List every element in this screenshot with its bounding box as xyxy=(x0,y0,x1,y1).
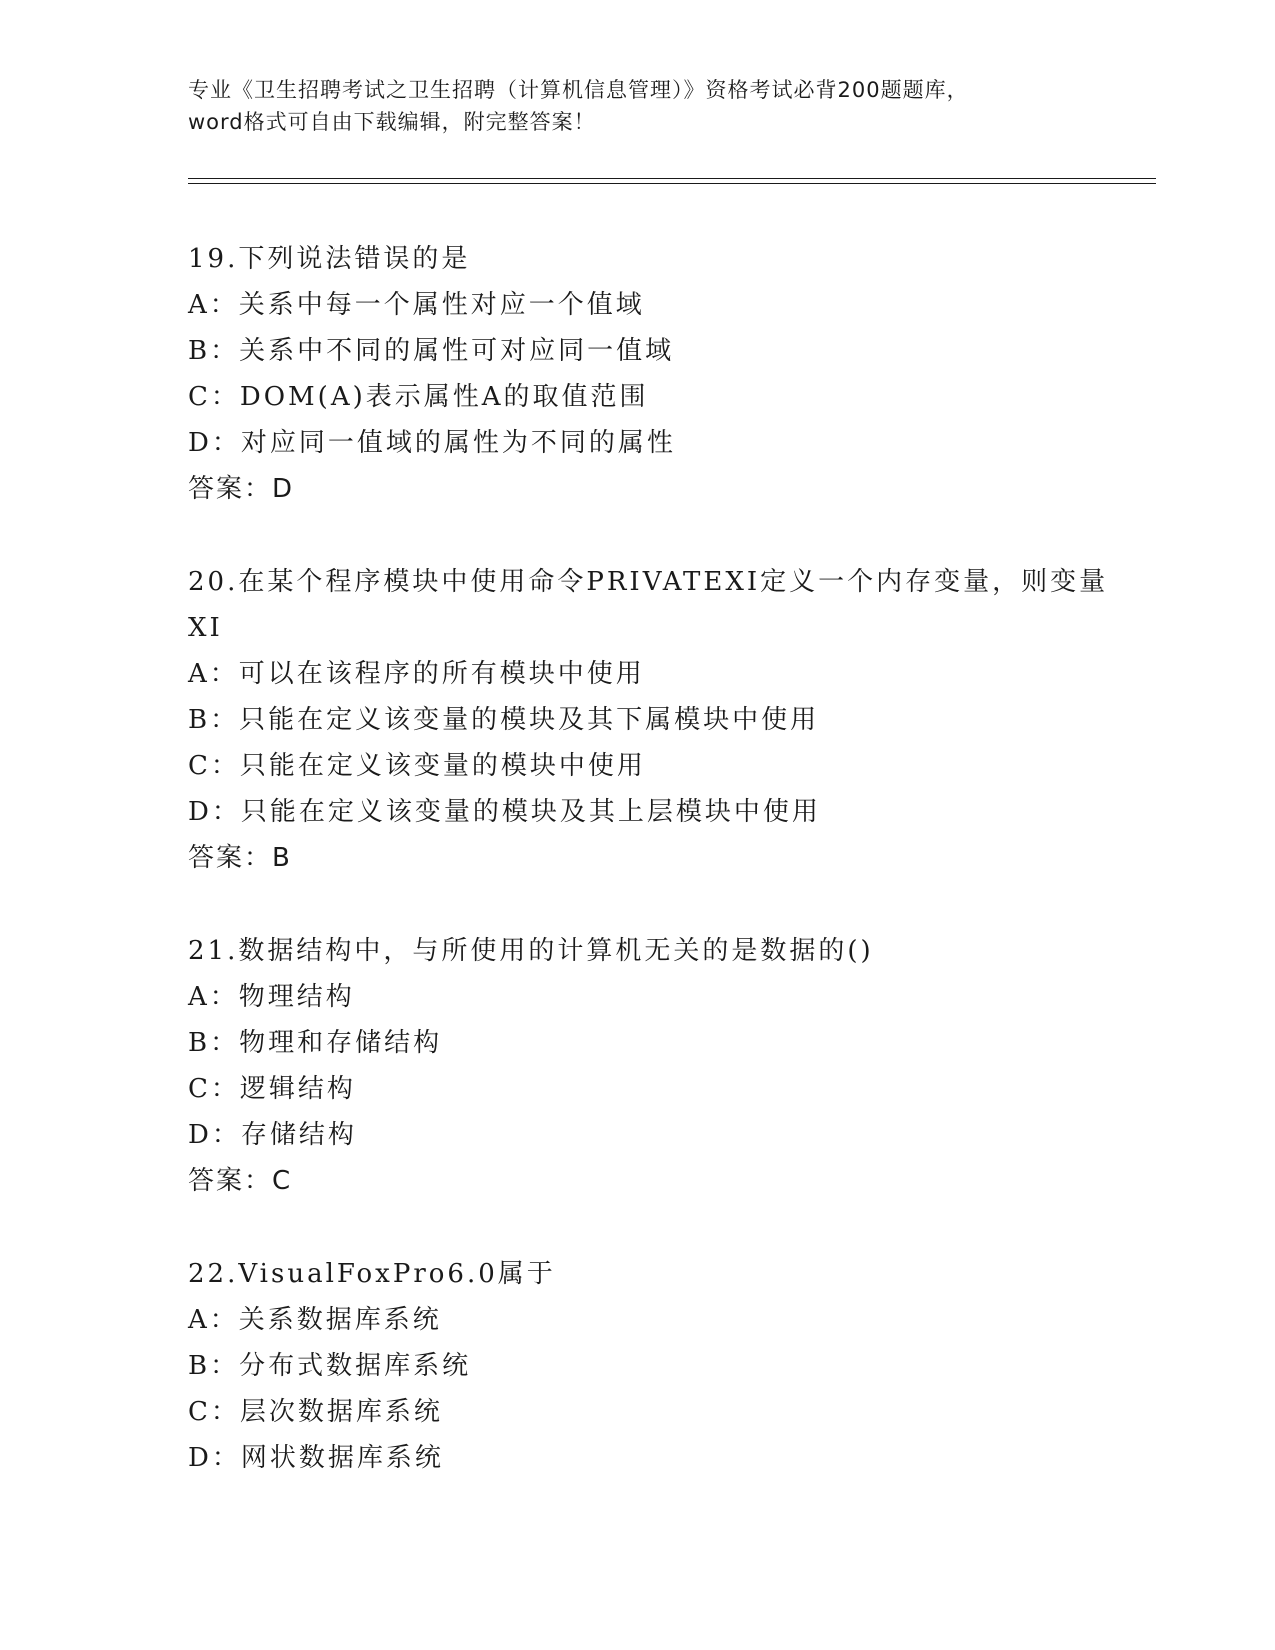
option-d: D：对应同一值域的属性为不同的属性 xyxy=(188,428,676,458)
question-22 xyxy=(188,1251,1148,1481)
question-stem-line-2: XI xyxy=(188,613,223,643)
option-d: D：网状数据库系统 xyxy=(188,1443,444,1473)
answer-label: 答案：D xyxy=(188,474,295,504)
option-d: D：只能在定义该变量的模块及其上层模块中使用 xyxy=(188,797,821,827)
option-a: A：可以在该程序的所有模块中使用 xyxy=(188,659,645,689)
header-title-line-1: 专业《卫生招聘考试之卫生招聘（计算机信息管理）》资格考试必背200题题库， xyxy=(188,78,969,102)
question-stem-line-1: 20.在某个程序模块中使用命令PRIVATEXI定义一个内存变量，则变量 xyxy=(188,567,1109,597)
option-a: A：关系数据库系统 xyxy=(188,1305,442,1335)
question-stem: 22.VisualFoxPro6.0属于 xyxy=(188,1259,556,1289)
option-c: C：DOM(A)表示属性A的取值范围 xyxy=(188,382,649,412)
question-19 xyxy=(188,236,1148,512)
answer-label: 答案：B xyxy=(188,843,292,873)
option-c: C：只能在定义该变量的模块中使用 xyxy=(188,751,646,781)
question-21 xyxy=(188,928,1148,1204)
answer-label: 答案：C xyxy=(188,1166,293,1196)
option-d: D：存储结构 xyxy=(188,1120,357,1150)
header-divider-bottom xyxy=(188,183,1156,184)
question-stem: 21.数据结构中，与所使用的计算机无关的是数据的() xyxy=(188,936,874,966)
option-b: B：物理和存储结构 xyxy=(188,1028,443,1058)
header-divider-top xyxy=(188,178,1156,179)
question-20 xyxy=(188,559,1148,881)
option-c: C：逻辑结构 xyxy=(188,1074,356,1104)
header-title-line-2: word格式可自由下载编辑，附完整答案！ xyxy=(188,110,596,134)
question-stem: 19.下列说法错误的是 xyxy=(188,244,471,274)
option-b: B：分布式数据库系统 xyxy=(188,1351,472,1381)
option-b: B：只能在定义该变量的模块及其下属模块中使用 xyxy=(188,705,820,735)
option-a: A：关系中每一个属性对应一个值域 xyxy=(188,290,645,320)
option-b: B：关系中不同的属性可对应同一值域 xyxy=(188,336,675,366)
document-header xyxy=(188,74,1088,138)
question-list xyxy=(188,236,1148,1528)
option-a: A：物理结构 xyxy=(188,982,355,1012)
option-c: C：层次数据库系统 xyxy=(188,1397,443,1427)
